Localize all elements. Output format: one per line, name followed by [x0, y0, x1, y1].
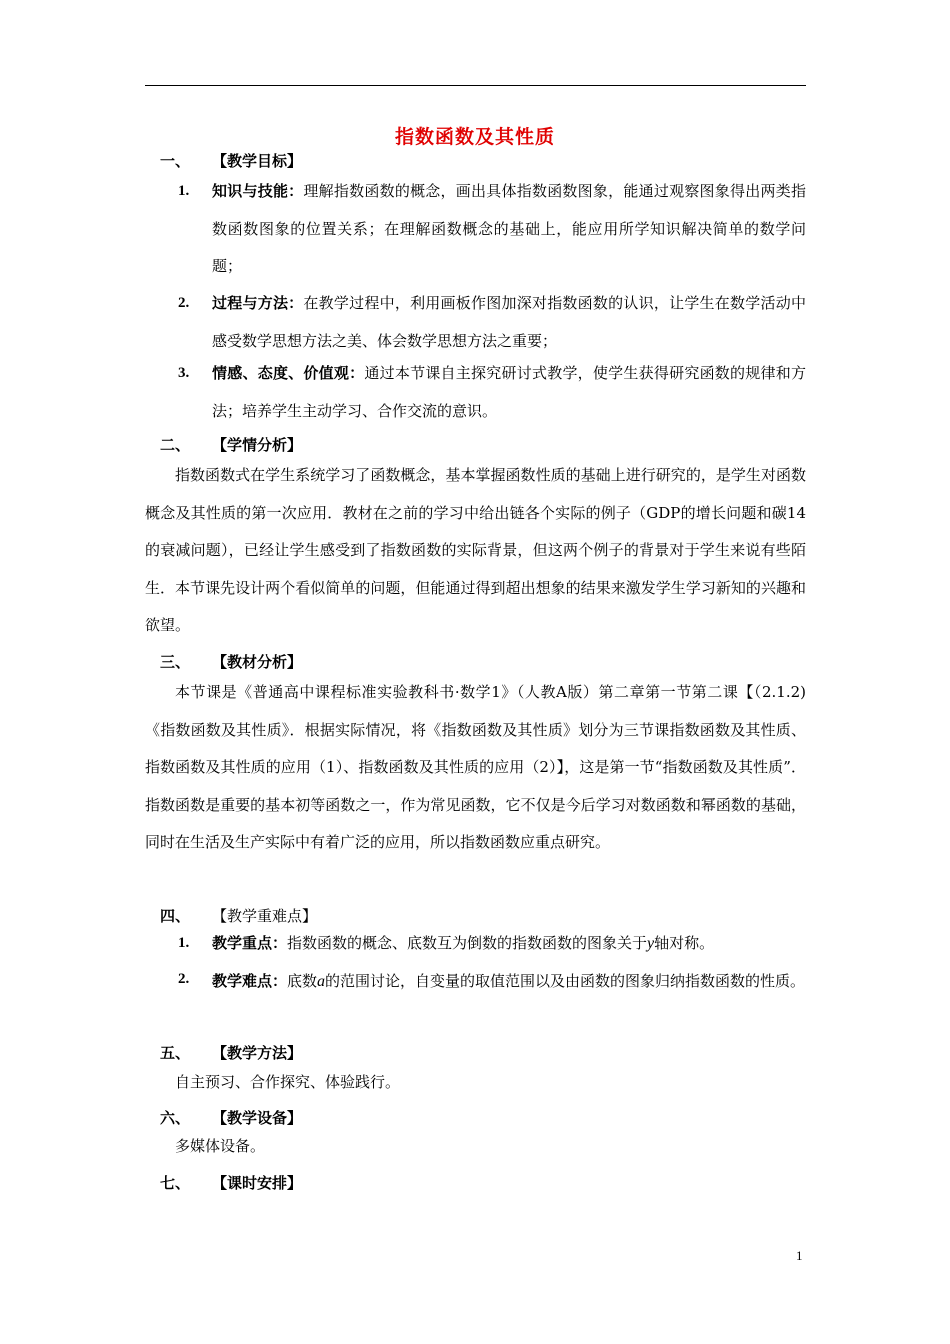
page-title: 指数函数及其性质	[394, 126, 555, 148]
section-heading-goals	[160, 150, 302, 171]
item-text: 在教学过程中，利用画板作图加深对指数函数的认识，让学生在数学活动中感受数学思想方法之美、体会数学思想方法之重要；	[212, 294, 806, 350]
section-title: 【课时安排】	[212, 1174, 303, 1192]
key-point-item	[178, 925, 806, 963]
section-number: 四、	[160, 907, 191, 925]
item-number: 3.	[178, 365, 190, 381]
section-heading-equipment	[160, 1107, 302, 1128]
key-point-item	[178, 961, 806, 1002]
equipment-paragraph: 多媒体设备。	[175, 1137, 266, 1155]
item-number: 1.	[178, 935, 190, 951]
page-number: 1	[796, 1248, 803, 1263]
item-number: 2.	[178, 295, 190, 311]
item-text: 理解指数函数的概念，画出具体指数函数图象，能通过观察图象得出两类指数函数图象的位置关系；在理解函数概念的基础上，能应用所学知识解决简单的数学问题；	[212, 182, 806, 275]
item-lead: 知识与技能：	[212, 182, 304, 200]
section-title: 【教学方法】	[212, 1044, 303, 1062]
math-variable: a	[317, 973, 326, 990]
student-analysis-paragraph: 指数函数式在学生系统学习了函数概念，基本掌握函数性质的基础上进行研究的，是学生对函数概念及其性质的第一次应用．教材在之前的学习中给出链各个实际的例子（GDP的增长问题和碳14的衰减问题），已经让学生感受到了指数函数的实际背景，但这两个例子的背景对于学生来说有些陌生．本节课先设计两个看似简单的问题，但能通过得到超出想象的结果来激发学生学习新知的兴趣和欲望。	[145, 466, 806, 634]
item-text: 底数	[287, 972, 318, 990]
item-lead: 教学重点：	[212, 934, 288, 952]
header-rule	[145, 85, 806, 86]
section-title: 【学情分析】	[212, 436, 303, 454]
section-number: 三、	[160, 653, 191, 671]
section-number: 一、	[160, 152, 191, 170]
section-number: 二、	[160, 436, 191, 454]
section-title: 【教学重难点】	[212, 907, 318, 925]
item-text: 通过本节课自主探究研讨式教学，使学生获得研究函数的规律和方法；培养学生主动学习、合作交流的意识。	[212, 364, 806, 420]
material-analysis-paragraph: 本节课是《普通高中课程标准实验教科书·数学1》（人教A版）第二章第一节第二课【（2.1.2)《指数函数及其性质》．根据实际情况，将《指数函数及其性质》划分为三节课指数函数及其性质、指数函数及其性质的应用（1）、指数函数及其性质的应用（2）】，这是第一节“指数函数及其性质”．指数函数是重要的基本初等函数之一，作为常见函数，它不仅是今后学习对数函数和幂函数的基础，同时在生活及生产实际中有着广泛的应用，所以指数函数应重点研究。	[145, 683, 806, 851]
goal-item	[178, 355, 806, 430]
goal-item	[178, 173, 806, 286]
math-variable: y	[647, 935, 655, 952]
section-heading-material-analysis	[160, 651, 302, 672]
goal-item	[178, 285, 806, 360]
section-heading-schedule	[160, 1172, 302, 1193]
item-number: 1.	[178, 183, 190, 199]
item-lead: 过程与方法：	[212, 294, 304, 312]
section-number: 七、	[160, 1174, 191, 1192]
section-heading-student-analysis	[160, 434, 302, 455]
section-title: 【教学目标】	[212, 152, 303, 170]
item-lead: 情感、态度、价值观：	[212, 364, 365, 382]
section-title: 【教学设备】	[212, 1109, 303, 1127]
methods-paragraph: 自主预习、合作探究、体验践行。	[175, 1073, 401, 1091]
item-text: 指数函数的概念、底数互为倒数的指数函数的图象关于	[287, 934, 648, 952]
section-number: 六、	[160, 1109, 191, 1127]
item-number: 2.	[178, 971, 190, 987]
section-heading-key-points	[160, 905, 317, 926]
section-number: 五、	[160, 1044, 191, 1062]
item-text: 的范围讨论，自变量的取值范围以及由函数的图象归纳指数函数的性质。	[325, 972, 806, 990]
item-text: 轴对称。	[654, 934, 715, 952]
item-lead: 教学难点：	[212, 972, 288, 990]
section-title: 【教材分析】	[212, 653, 303, 671]
section-heading-methods	[160, 1042, 302, 1063]
